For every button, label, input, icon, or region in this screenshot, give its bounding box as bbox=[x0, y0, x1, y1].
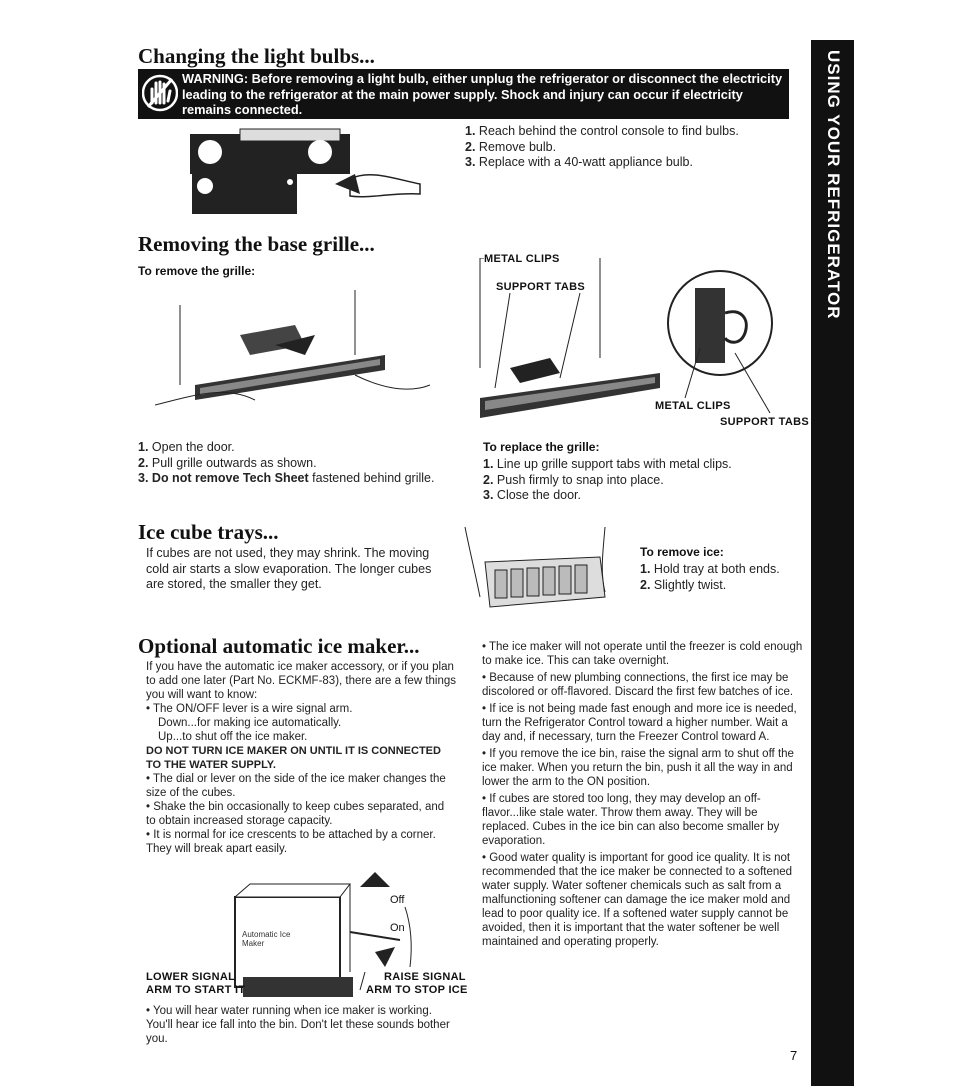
maker-bullet-3: • It is normal for ice crescents to be attached by a corner. They will break apart easily. bbox=[146, 828, 456, 856]
grille-remove-step-1: 1. Open the door. bbox=[138, 440, 235, 454]
trays-title: Ice cube trays... bbox=[138, 520, 279, 544]
grille-title: Removing the base grille... bbox=[138, 232, 375, 256]
ice-tray-illustration bbox=[455, 522, 625, 622]
raise-signal-label: RAISE SIGNAL bbox=[384, 971, 466, 983]
trays-text: If cubes are not used, they may shrink. The moving cold air starts a slow evaporation. The longer cubes are stored, the smaller they get. bbox=[146, 546, 432, 591]
grille-remove-step-2: 2. Pull grille outwards as shown. bbox=[138, 455, 317, 470]
maker-right-bullet-4: • If you remove the ice bin, raise the signal arm to shut off the ice maker. When you return the bin, push it all the way in and lower the arm to the ON position. bbox=[482, 747, 807, 789]
light-bulb-illustration bbox=[180, 124, 430, 219]
grille-remove-steps bbox=[138, 440, 468, 487]
light-step-1: 1. Reach behind the control console to find bulbs. bbox=[465, 124, 739, 138]
light-step-2: 2. Remove bulb. bbox=[465, 139, 557, 154]
grille-remove-illustration bbox=[155, 285, 435, 435]
maker-right-column bbox=[482, 640, 807, 949]
ice-maker-box-label: Automatic Ice Maker bbox=[242, 930, 291, 948]
off-label: Off bbox=[390, 894, 405, 906]
maker-down: Down...for making ice automatically. bbox=[158, 717, 342, 729]
arm-to-start-label: ARM TO START IT bbox=[146, 984, 246, 996]
side-tab-label: USING YOUR REFRIGERATOR bbox=[823, 50, 843, 320]
arm-to-stop-label: ARM TO STOP ICE bbox=[366, 984, 468, 996]
light-step-3: 3. Replace with a 40-watt appliance bulb. bbox=[465, 155, 693, 169]
support-tabs-label-bottom: SUPPORT TABS bbox=[720, 416, 809, 428]
maker-left-column bbox=[146, 660, 456, 856]
metal-clips-label-top: METAL CLIPS bbox=[484, 253, 560, 265]
light-steps bbox=[465, 124, 805, 171]
maker-right-bullet-3: • If ice is not being made fast enough and more ice is needed, turn the Refrigerator Control toward a higher number. Wait a day and, if necessary, turn the Freezer Control toward A. bbox=[482, 702, 807, 744]
maker-title: Optional automatic ice maker... bbox=[138, 634, 420, 658]
on-label: On bbox=[390, 922, 405, 934]
maker-right-bullet-6: • Good water quality is important for good ice quality. It is not recommended that the ice maker be connected to a softened water supply. Water softener chemicals such as salt from a malfunctioning softener can damage the ice maker mold and lead to poor quality ice. If a softened water supply cannot be avoided, then it is important that the water softener be well maintained and operating properly. bbox=[482, 851, 807, 949]
maker-right-bullet-5: • If cubes are stored too long, they may develop an off-flavor...like stale water. Throw them away. They will be replaced. Cubes in the ice bin can also become smaller by evaporation. bbox=[482, 792, 807, 848]
grille-replace-step-2: 2. Push firmly to snap into place. bbox=[483, 472, 664, 487]
hand-warning-icon bbox=[142, 73, 178, 113]
page-number: 7 bbox=[790, 1048, 798, 1063]
maker-intro: If you have the automatic ice maker accessory, or if you plan to add one later (Part No. ECKMF-83), there are a few things you will want to know: bbox=[146, 661, 457, 701]
lower-signal-label: LOWER SIGNAL bbox=[146, 971, 236, 983]
warning-box bbox=[138, 69, 789, 119]
grille-replace-illustration bbox=[440, 258, 810, 438]
grille-subtitle: To remove the grille: bbox=[138, 264, 256, 278]
maker-caution: DO NOT TURN ICE MAKER ON UNTIL IT IS CONNECTED TO THE WATER SUPPLY. bbox=[146, 745, 441, 771]
maker-right-bullet-1: • The ice maker will not operate until the freezer is cold enough to make ice. This can take overnight. bbox=[482, 640, 807, 668]
light-title: Changing the light bulbs... bbox=[138, 44, 375, 68]
support-tabs-label-top: SUPPORT TABS bbox=[496, 281, 585, 293]
metal-clips-label-bottom: METAL CLIPS bbox=[655, 400, 731, 412]
grille-replace-step-1: 1. Line up grille support tabs with metal clips. bbox=[483, 457, 732, 471]
remove-ice-title: To remove ice: bbox=[640, 545, 724, 559]
maker-bullet-2: • Shake the bin occasionally to keep cubes separated, and to obtain increased storage capacity. bbox=[146, 800, 456, 828]
maker-lever: • The ON/OFF lever is a wire signal arm. bbox=[146, 702, 456, 716]
maker-up: Up...to shut off the ice maker. bbox=[158, 731, 308, 743]
remove-ice-step-2: 2. Slightly twist. bbox=[640, 577, 727, 592]
warning-text: WARNING: Before removing a light bulb, either unplug the refrigerator or disconnect the electricity leading to the refrigerator at the main power supply. Shock and injury can occur if electricity remains connected. bbox=[182, 71, 783, 117]
maker-sounds: • You will hear water running when ice maker is working. You'll hear ice fall into the bin. Don't let these sounds bother you. bbox=[146, 1004, 456, 1046]
remove-ice-steps bbox=[640, 562, 810, 593]
maker-right-bullet-2: • Because of new plumbing connections, the first ice may be discolored or off-flavored. Discard the first few batches of ice. bbox=[482, 671, 807, 699]
grille-replace-steps bbox=[483, 457, 808, 504]
grille-remove-step-3: 3. Do not remove Tech Sheet fastened behind grille. bbox=[138, 471, 435, 485]
grille-replace-step-3: 3. Close the door. bbox=[483, 488, 582, 502]
remove-ice-step-1: 1. Hold tray at both ends. bbox=[640, 562, 780, 576]
replace-grille-title: To replace the grille: bbox=[483, 440, 600, 454]
maker-bullet-1: • The dial or lever on the side of the ice maker changes the size of the cubes. bbox=[146, 772, 456, 800]
